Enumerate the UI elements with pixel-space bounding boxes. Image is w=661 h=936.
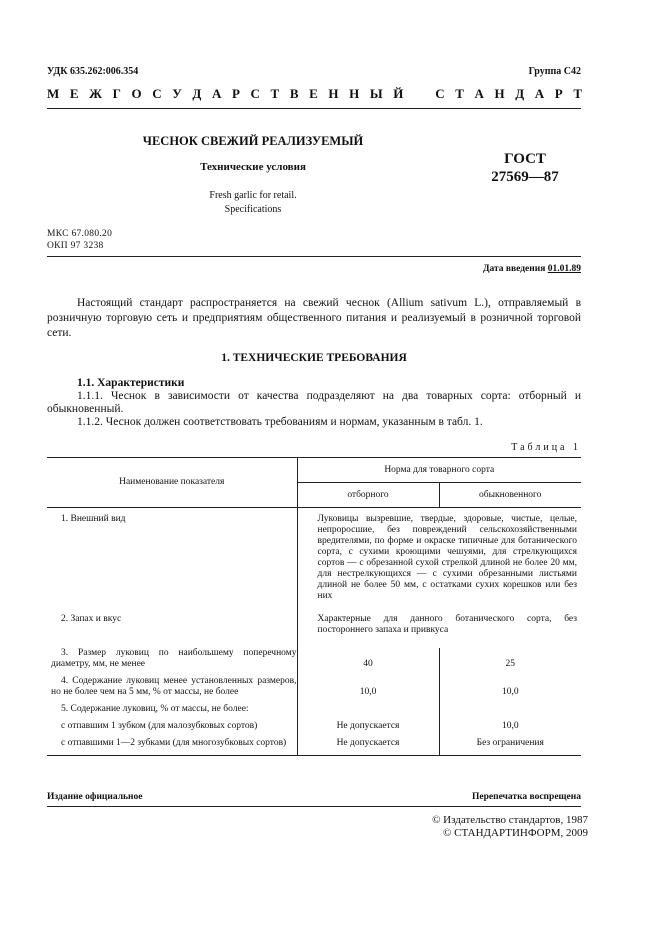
- heading-letter: Г: [112, 86, 121, 101]
- table-header-row: [47, 458, 581, 483]
- heading-letter: Ы: [369, 86, 383, 101]
- heading-letter: Д: [192, 86, 202, 101]
- heading-letter: Р: [231, 86, 240, 101]
- effective-date-value: 01.01.89: [547, 264, 581, 274]
- heading-letter: Т: [455, 86, 464, 101]
- heading-letter: Н: [494, 86, 505, 101]
- clause-1-1-2: 1.1.2. Чеснок должен соответствовать требованиям и нормам, указанным в табл. 1.: [77, 416, 483, 428]
- udk-code: УДК 635.262:006.354: [47, 66, 139, 77]
- heading-letter: А: [474, 86, 484, 101]
- heading-letter: У: [172, 86, 182, 101]
- heading-letter: О: [131, 86, 142, 101]
- row-content-selected: [297, 704, 439, 721]
- okp-code: ОКП 97 3238: [47, 241, 104, 251]
- intro-paragraph: Настоящий стандарт распространяется на свежий чеснок (Allium sativum L.), отправляемый в розничную торговую сеть и предприятиям общественного питания и реализуемый в розничной торговой сети.: [47, 297, 581, 339]
- table-row: [47, 721, 581, 738]
- heading-letter: С: [152, 86, 162, 101]
- heading-letter: Н: [328, 86, 339, 101]
- row-smell-value: Характерные для данного ботанического сорта, без постороннего запаха и привкуса: [297, 614, 581, 648]
- row-undersize-ordinary: 10,0: [439, 676, 581, 704]
- row-appearance-name: 1. Внешний вид: [61, 514, 126, 524]
- row-content-name: 5. Содержание луковиц, % от массы, не более:: [61, 704, 249, 714]
- header-col-ordinary: обыкновенного: [439, 483, 581, 508]
- heading-letter: Н: [349, 86, 360, 101]
- clause-1-1-heading: [47, 377, 581, 390]
- english-title-line1: Fresh garlic for retail.: [209, 190, 297, 201]
- table-row: [47, 704, 581, 721]
- document-subtitle: Технические условия: [200, 161, 306, 173]
- row-smell-name: 2. Запах и вкус: [61, 614, 122, 624]
- heading-letter: Т: [573, 86, 582, 101]
- row-two-cloves-name: с отпавшими 1—2 зубками (для многозубковых сортов): [61, 738, 287, 748]
- heading-letter: Т: [270, 86, 280, 101]
- effective-date-label: Дата введения: [482, 264, 548, 274]
- heading-letter: С: [435, 86, 445, 101]
- reprint-note: Перепечатка воспрещена: [471, 792, 581, 802]
- heading-letter: С: [250, 86, 260, 101]
- header-rule: [47, 108, 581, 109]
- effective-date: [483, 264, 581, 274]
- row-size-selected: 40: [297, 648, 439, 676]
- heading-letter: В: [289, 86, 299, 101]
- row-appearance-value: Луковицы вызревшие, твердые, здоровые, чистые, целые, непроросшие, без повреждений сельскохозяйственными вредителями, по форме и окраске типичные для ботанического сорта, с сухими кроющими чешуями, для стрелкующихся сортов — с обрезанной сухой стрелкой длиной не более 20 мм, для нестрелкующихся — с сухими обрезанными листьями длиной не более 50 мм, с остатками сухих корешков или без них: [297, 508, 581, 615]
- heading-letter: Р: [554, 86, 563, 101]
- mks-code: МКС 67.080.20: [47, 229, 113, 239]
- gost-code: 27569—87: [491, 169, 559, 185]
- header-indicator: Наименование показателя: [119, 477, 225, 487]
- table-label: Таблица 1: [511, 442, 581, 453]
- heading-letter: Д: [515, 86, 525, 101]
- english-title: [150, 189, 356, 217]
- interstate-standard-heading: [47, 86, 582, 102]
- row-one-clove-selected: Не допускается: [297, 721, 439, 738]
- table-row: [47, 738, 581, 756]
- table-row: [47, 676, 581, 704]
- group-code: Группа С42: [528, 66, 581, 77]
- clause-1-1-1: 1.1.1. Чеснок в зависимости от качества подразделяют на два товарных сорта: отборный и обыкновенный.: [47, 390, 581, 415]
- table-row: [47, 648, 581, 676]
- header-col-selected: отборного: [297, 483, 439, 508]
- english-title-line2: Specifications: [224, 204, 282, 215]
- heading-letter: А: [211, 86, 222, 101]
- table-row: [47, 614, 581, 648]
- document-title: ЧЕСНОК СВЕЖИЙ РЕАЛИЗУЕМЫЙ: [142, 134, 364, 148]
- gost-number: [470, 150, 580, 186]
- row-undersize-name: 4. Содержание луковиц менее установленных размеров, но не более чем на 5 мм, % от массы, не более: [51, 676, 297, 697]
- heading-letter: Е: [69, 86, 79, 101]
- copyright-block: [398, 814, 588, 839]
- copyright-line2: © СТАНДАРТИНФОРМ, 2009: [443, 826, 588, 839]
- gost-label: ГОСТ: [504, 151, 546, 167]
- row-two-cloves-ordinary: Без ограничения: [439, 738, 581, 756]
- row-two-cloves-selected: Не допускается: [297, 738, 439, 756]
- row-one-clove-ordinary: 10,0: [439, 721, 581, 738]
- edition-note: Издание официальное: [47, 792, 143, 802]
- footer-rule: [47, 806, 581, 807]
- heading-letter: Е: [309, 86, 318, 101]
- row-size-ordinary: 25: [439, 648, 581, 676]
- row-undersize-selected: 10,0: [297, 676, 439, 704]
- copyright-line1: © Издательство стандартов, 1987: [432, 814, 588, 826]
- row-content-ordinary: [439, 704, 581, 721]
- table-row: [47, 508, 581, 615]
- codes-rule: [47, 256, 581, 257]
- section-heading: 1. ТЕХНИЧЕСКИЕ ТРЕБОВАНИЯ: [221, 352, 407, 364]
- heading-letter: М: [47, 86, 60, 101]
- classification-codes: [47, 228, 112, 252]
- heading-letter: А: [534, 86, 545, 101]
- requirements-table: [47, 457, 581, 756]
- clause-1-1-heading-text: 1.1. Характеристики: [77, 377, 185, 389]
- row-one-clove-name: с отпавшим 1 зубком (для малозубковых сортов): [61, 721, 258, 731]
- header-norm: Норма для товарного сорта: [297, 458, 581, 483]
- heading-letter: Й: [393, 86, 404, 101]
- heading-letter: Ж: [89, 86, 103, 101]
- row-size-name: 3. Размер луковиц по наибольшему поперечному диаметру, мм, не менее: [51, 648, 297, 669]
